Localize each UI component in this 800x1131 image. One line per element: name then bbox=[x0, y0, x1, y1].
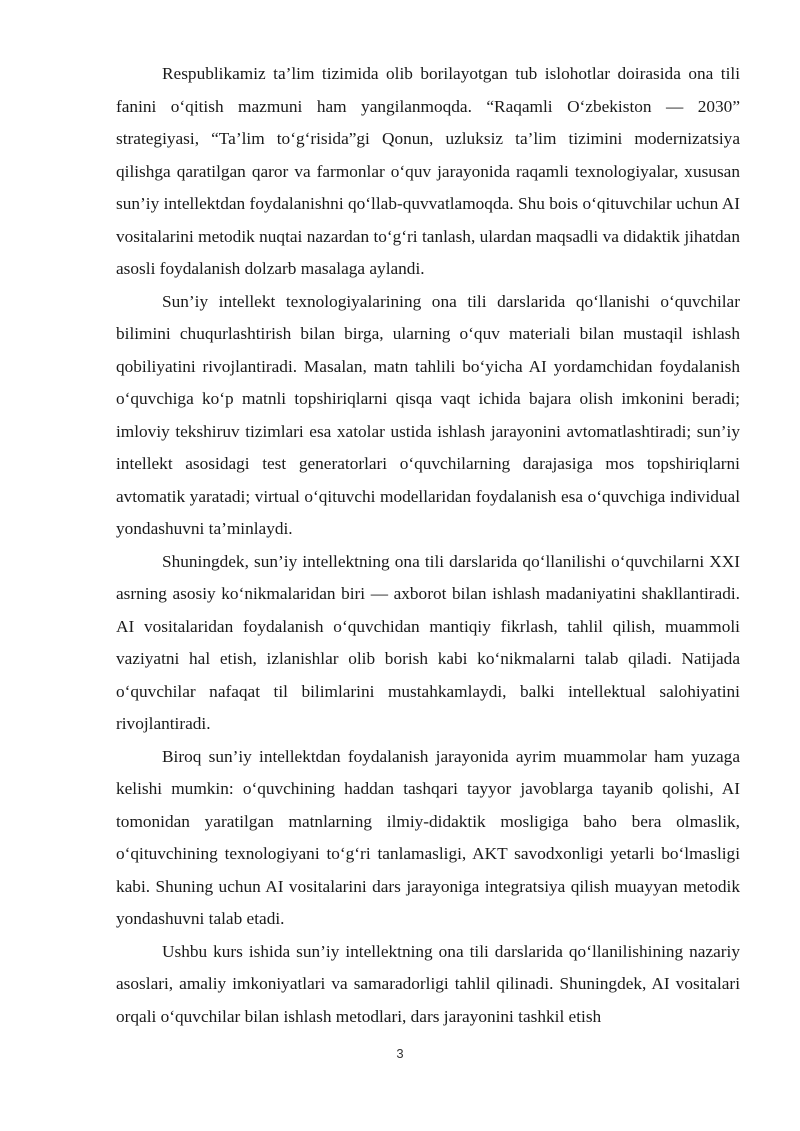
paragraph-4: Biroq sun’iy intellektdan foydalanish jarayonida ayrim muammolar ham yuzaga kelishi mumkin: o‘quvchining haddan tashqari tayyor javoblarga tayanib qolishi, AI tomonidan yaratilgan matnlarning ilmiy-didaktik mosligiga baho bera olmaslik, o‘qituvchining texnologiyani to‘g‘ri tanlamasligi, AKT savodxonligi yetarli bo‘lmasligi kabi. Shuning uchun AI vositalarini dars jarayoniga integratsiya qilish muayyan metodik yondashuvni talab etadi. bbox=[116, 746, 740, 928]
paragraph-2: Sun’iy intellekt texnologiyalarining ona tili darslarida qo‘llanishi o‘quvchilar bilimini chuqurlashtirish bilan birga, ularning o‘quv materiali bilan mustaqil ishlash qobiliyatini rivojlantiradi. Masalan, matn tahlili bo‘yicha AI yordamchidan foydalanish o‘quvchiga ko‘p matnli topshiriqlarni qisqa vaqt ichida bajara olish imkonini beradi; imloviy tekshiruv tizimlari esa xatolar ustida ishlash jarayonini avtomatlashtiradi; sun’iy intellekt asosidagi test generatorlari o‘quvchilarning darajasiga mos topshiriqlarni avtomatik yaratadi; virtual o‘qituvchi modellaridan foydalanish esa o‘quvchiga individual yondashuvni ta’minlaydi. bbox=[116, 291, 740, 538]
paragraph-3: Shuningdek, sun’iy intellektning ona tili darslarida qo‘llanilishi o‘quvchilarni XXI asrning asosiy ko‘nikmalaridan biri — axborot bilan ishlash madaniyatini shakllantiradi. AI vositalaridan foydalanish o‘quvchidan mantiqiy fikrlash, tahlil qilish, muammoli vaziyatni hal etish, izlanishlar olib borish kabi ko‘nikmalarni talab qiladi. Natijada o‘quvchilar nafaqat til bilimlarini mustahkamlaydi, balki intellektual salohiyatini rivojlantiradi. bbox=[116, 551, 740, 733]
body-text bbox=[116, 58, 740, 1033]
paragraph-5: Ushbu kurs ishida sun’iy intellektning ona tili darslarida qo‘llanilishining nazariy asoslari, amaliy imkoniyatlari va samaradorligi tahlil qilinadi. Shuningdek, AI vositalari orqali o‘quvchilar bilan ishlash metodlari, dars jarayonini tashkil etish bbox=[116, 941, 740, 1026]
paragraph-1: Respublikamiz ta’lim tizimida olib borilayotgan tub islohotlar doirasida ona tili fanini o‘qitish mazmuni ham yangilanmoqda. “Raqamli O‘zbekiston — 2030” strategiyasi, “Ta’lim to‘g‘risida”gi Qonun, uzluksiz ta’lim tizimini modernizatsiya qilishga qaratilgan qaror va farmonlar o‘quv jarayonida raqamli texnologiyalar, xususan sun’iy intellektdan foydalanishni qo‘llab-quvvatlamoqda. Shu bois o‘qituvchilar uchun AI vositalarini metodik nuqtai nazardan to‘g‘ri tanlash, ulardan maqsadli va didaktik jihatdan asosli foydalanish dolzarb masalaga aylandi. bbox=[116, 64, 740, 278]
page-number: 3 bbox=[396, 1046, 404, 1061]
